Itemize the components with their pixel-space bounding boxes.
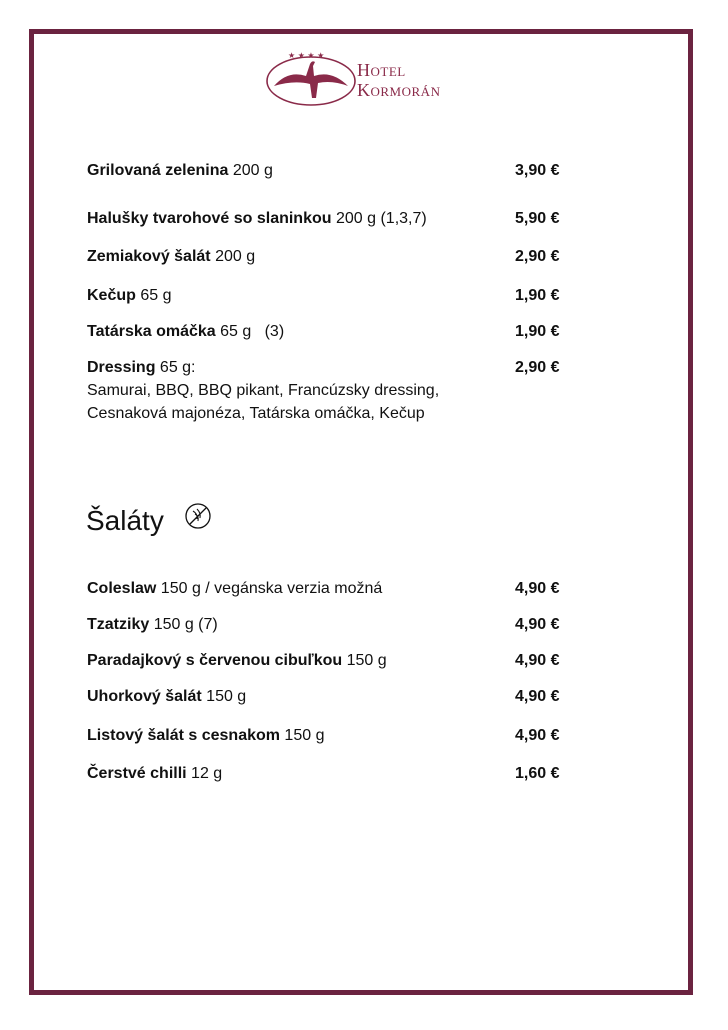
menu-item xyxy=(87,577,567,600)
item-price: 2,90 € xyxy=(515,248,560,265)
hotel-name xyxy=(357,60,440,100)
item-price: 4,90 € xyxy=(515,616,560,633)
item-name: Paradajkový s červenou cibuľkou xyxy=(87,652,343,669)
item-price: 1,90 € xyxy=(515,287,560,304)
item-name: Tzatziky xyxy=(87,616,150,633)
dressing-options-line1: Samurai, BBQ, BBQ pikant, Francúzsky dressing, xyxy=(87,382,440,399)
menu-item xyxy=(87,159,567,182)
item-name: Kečup xyxy=(87,287,136,304)
menu-item xyxy=(87,685,567,708)
menu-item xyxy=(87,649,567,672)
item-detail: 150 g xyxy=(342,652,387,669)
item-name: Čerstvé chilli xyxy=(87,765,187,782)
menu-item xyxy=(87,613,567,636)
menu-item xyxy=(87,762,567,785)
item-name: Zemiakový šalát xyxy=(87,248,211,265)
menu-item xyxy=(87,245,567,268)
item-detail: 150 g xyxy=(201,688,247,705)
item-detail: 12 g xyxy=(186,765,223,782)
item-price: 4,90 € xyxy=(515,727,560,744)
item-detail: 65 g (3) xyxy=(215,323,285,340)
item-name: Dressing xyxy=(87,359,156,376)
item-price: 4,90 € xyxy=(515,688,560,705)
menu-item xyxy=(87,320,567,343)
item-detail: 150 g xyxy=(279,727,325,744)
item-detail: 200 g xyxy=(228,162,273,179)
item-detail: 65 g: xyxy=(155,359,196,376)
hotel-name-line2: Kormorán xyxy=(357,80,441,100)
item-price: 4,90 € xyxy=(515,580,560,597)
item-detail: 150 g / vegánska verzia možná xyxy=(156,580,383,597)
item-detail: 65 g xyxy=(135,287,172,304)
svg-text:★ ★ ★ ★: ★ ★ ★ ★ xyxy=(288,51,325,60)
item-detail: 200 g (1,3,7) xyxy=(331,210,427,227)
item-detail: 200 g xyxy=(210,248,256,265)
item-name: Halušky tvarohové so slaninkou xyxy=(87,210,332,227)
menu-item xyxy=(87,207,567,230)
dressing-options-line2: Cesnaková majonéza, Tatárska omáčka, Kečup xyxy=(87,405,425,422)
menu-item xyxy=(87,724,567,747)
item-price: 1,60 € xyxy=(515,765,560,782)
cormorant-logo-icon xyxy=(266,50,356,108)
item-price: 1,90 € xyxy=(515,323,560,340)
item-price: 5,90 € xyxy=(515,210,560,227)
hotel-name-line1: Hotel xyxy=(357,60,406,80)
hotel-logo xyxy=(266,50,476,108)
item-name: Listový šalát s cesnakom xyxy=(87,727,280,744)
item-name: Tatárska omáčka xyxy=(87,323,216,340)
item-detail: 150 g (7) xyxy=(149,616,218,633)
item-name: Grilovaná zelenina xyxy=(87,162,229,179)
item-price: 3,90 € xyxy=(515,162,560,179)
item-name: Coleslaw xyxy=(87,580,157,597)
item-price: 2,90 € xyxy=(515,359,560,376)
menu-item xyxy=(87,284,567,307)
menu-item-dressing xyxy=(87,356,567,425)
section-title: Šaláty xyxy=(86,505,164,536)
no-gluten-icon xyxy=(184,502,212,530)
item-name: Uhorkový šalát xyxy=(87,688,202,705)
item-price: 4,90 € xyxy=(515,652,560,669)
